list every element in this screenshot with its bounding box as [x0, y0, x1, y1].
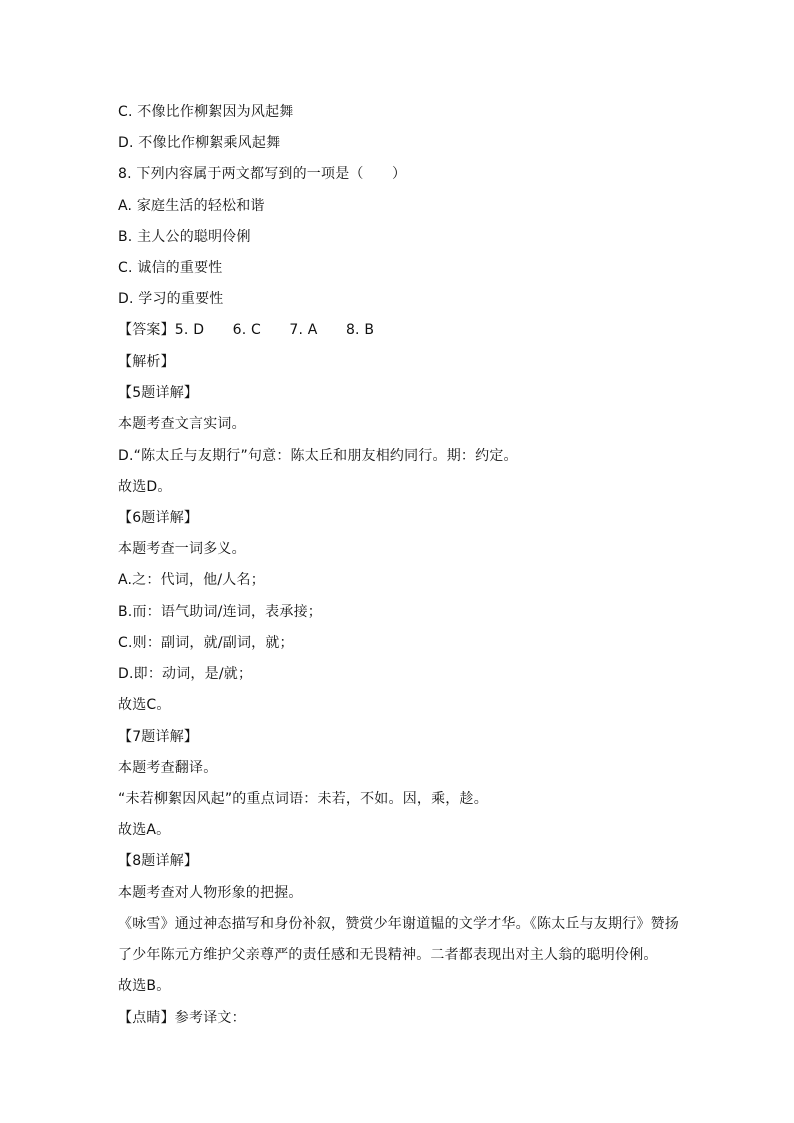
option-d-line: D. 不像比作柳絮乘风起舞 [118, 135, 281, 151]
q6-conclusion: 故选C。 [118, 697, 171, 713]
answer-line: 【答案】5. D 6. C 7. A 8. B [118, 322, 375, 338]
q6-option-a: A.之：代词，他/人名； [118, 572, 265, 588]
q8-heading: 【8题详解】 [118, 853, 199, 869]
question-8-line: 8. 下列内容属于两文都写到的一项是（ ） [118, 166, 407, 182]
q6-text-1: 本题考查一词多义。 [118, 541, 246, 557]
q5-heading: 【5题详解】 [118, 385, 199, 401]
option-c-line: C. 不像比作柳絮因为风起舞 [118, 104, 294, 120]
q7-text-2: “未若柳絮因风起”的重点词语：未若，不如。因，乘，趁。 [118, 791, 488, 807]
q5-text-1: 本题考查文言实词。 [118, 416, 246, 432]
q6-heading: 【6题详解】 [118, 510, 199, 526]
q7-conclusion: 故选A。 [118, 822, 171, 838]
q8-text-3: 了少年陈元方维护父亲尊严的责任感和无畏精神。二者都表现出对主人翁的聪明伶俐。 [118, 947, 658, 963]
option-c-line-2: C. 诚信的重要性 [118, 260, 223, 276]
q7-heading: 【7题详解】 [118, 729, 199, 745]
q6-option-b: B.而：语气助词/连词，表承接； [118, 604, 322, 620]
q5-text-2: D.“陈太丘与友期行”句意：陈太丘和朋友相约同行。期：约定。 [118, 448, 518, 464]
q6-option-c: C.则：副词，就/副词，就； [118, 635, 294, 651]
option-b-line: B. 主人公的聪明伶俐 [118, 229, 251, 245]
note-heading: 【点睛】参考译文： [118, 1010, 246, 1026]
q8-text-1: 本题考查对人物形象的把握。 [118, 885, 303, 901]
option-d-line-2: D. 学习的重要性 [118, 291, 224, 307]
q6-option-d: D.即：动词，是/就； [118, 666, 253, 682]
option-a-line: A. 家庭生活的轻松和谐 [118, 198, 265, 214]
q7-text-1: 本题考查翻译。 [118, 760, 218, 776]
analysis-heading: 【解析】 [118, 354, 175, 370]
q8-conclusion: 故选B。 [118, 978, 171, 994]
q8-text-2: 《咏雪》通过神态描写和身份补叙，赞赏少年谢道韫的文学才华。《陈太丘与友期行》赞扬 [118, 916, 679, 932]
q5-conclusion: 故选D。 [118, 479, 172, 495]
